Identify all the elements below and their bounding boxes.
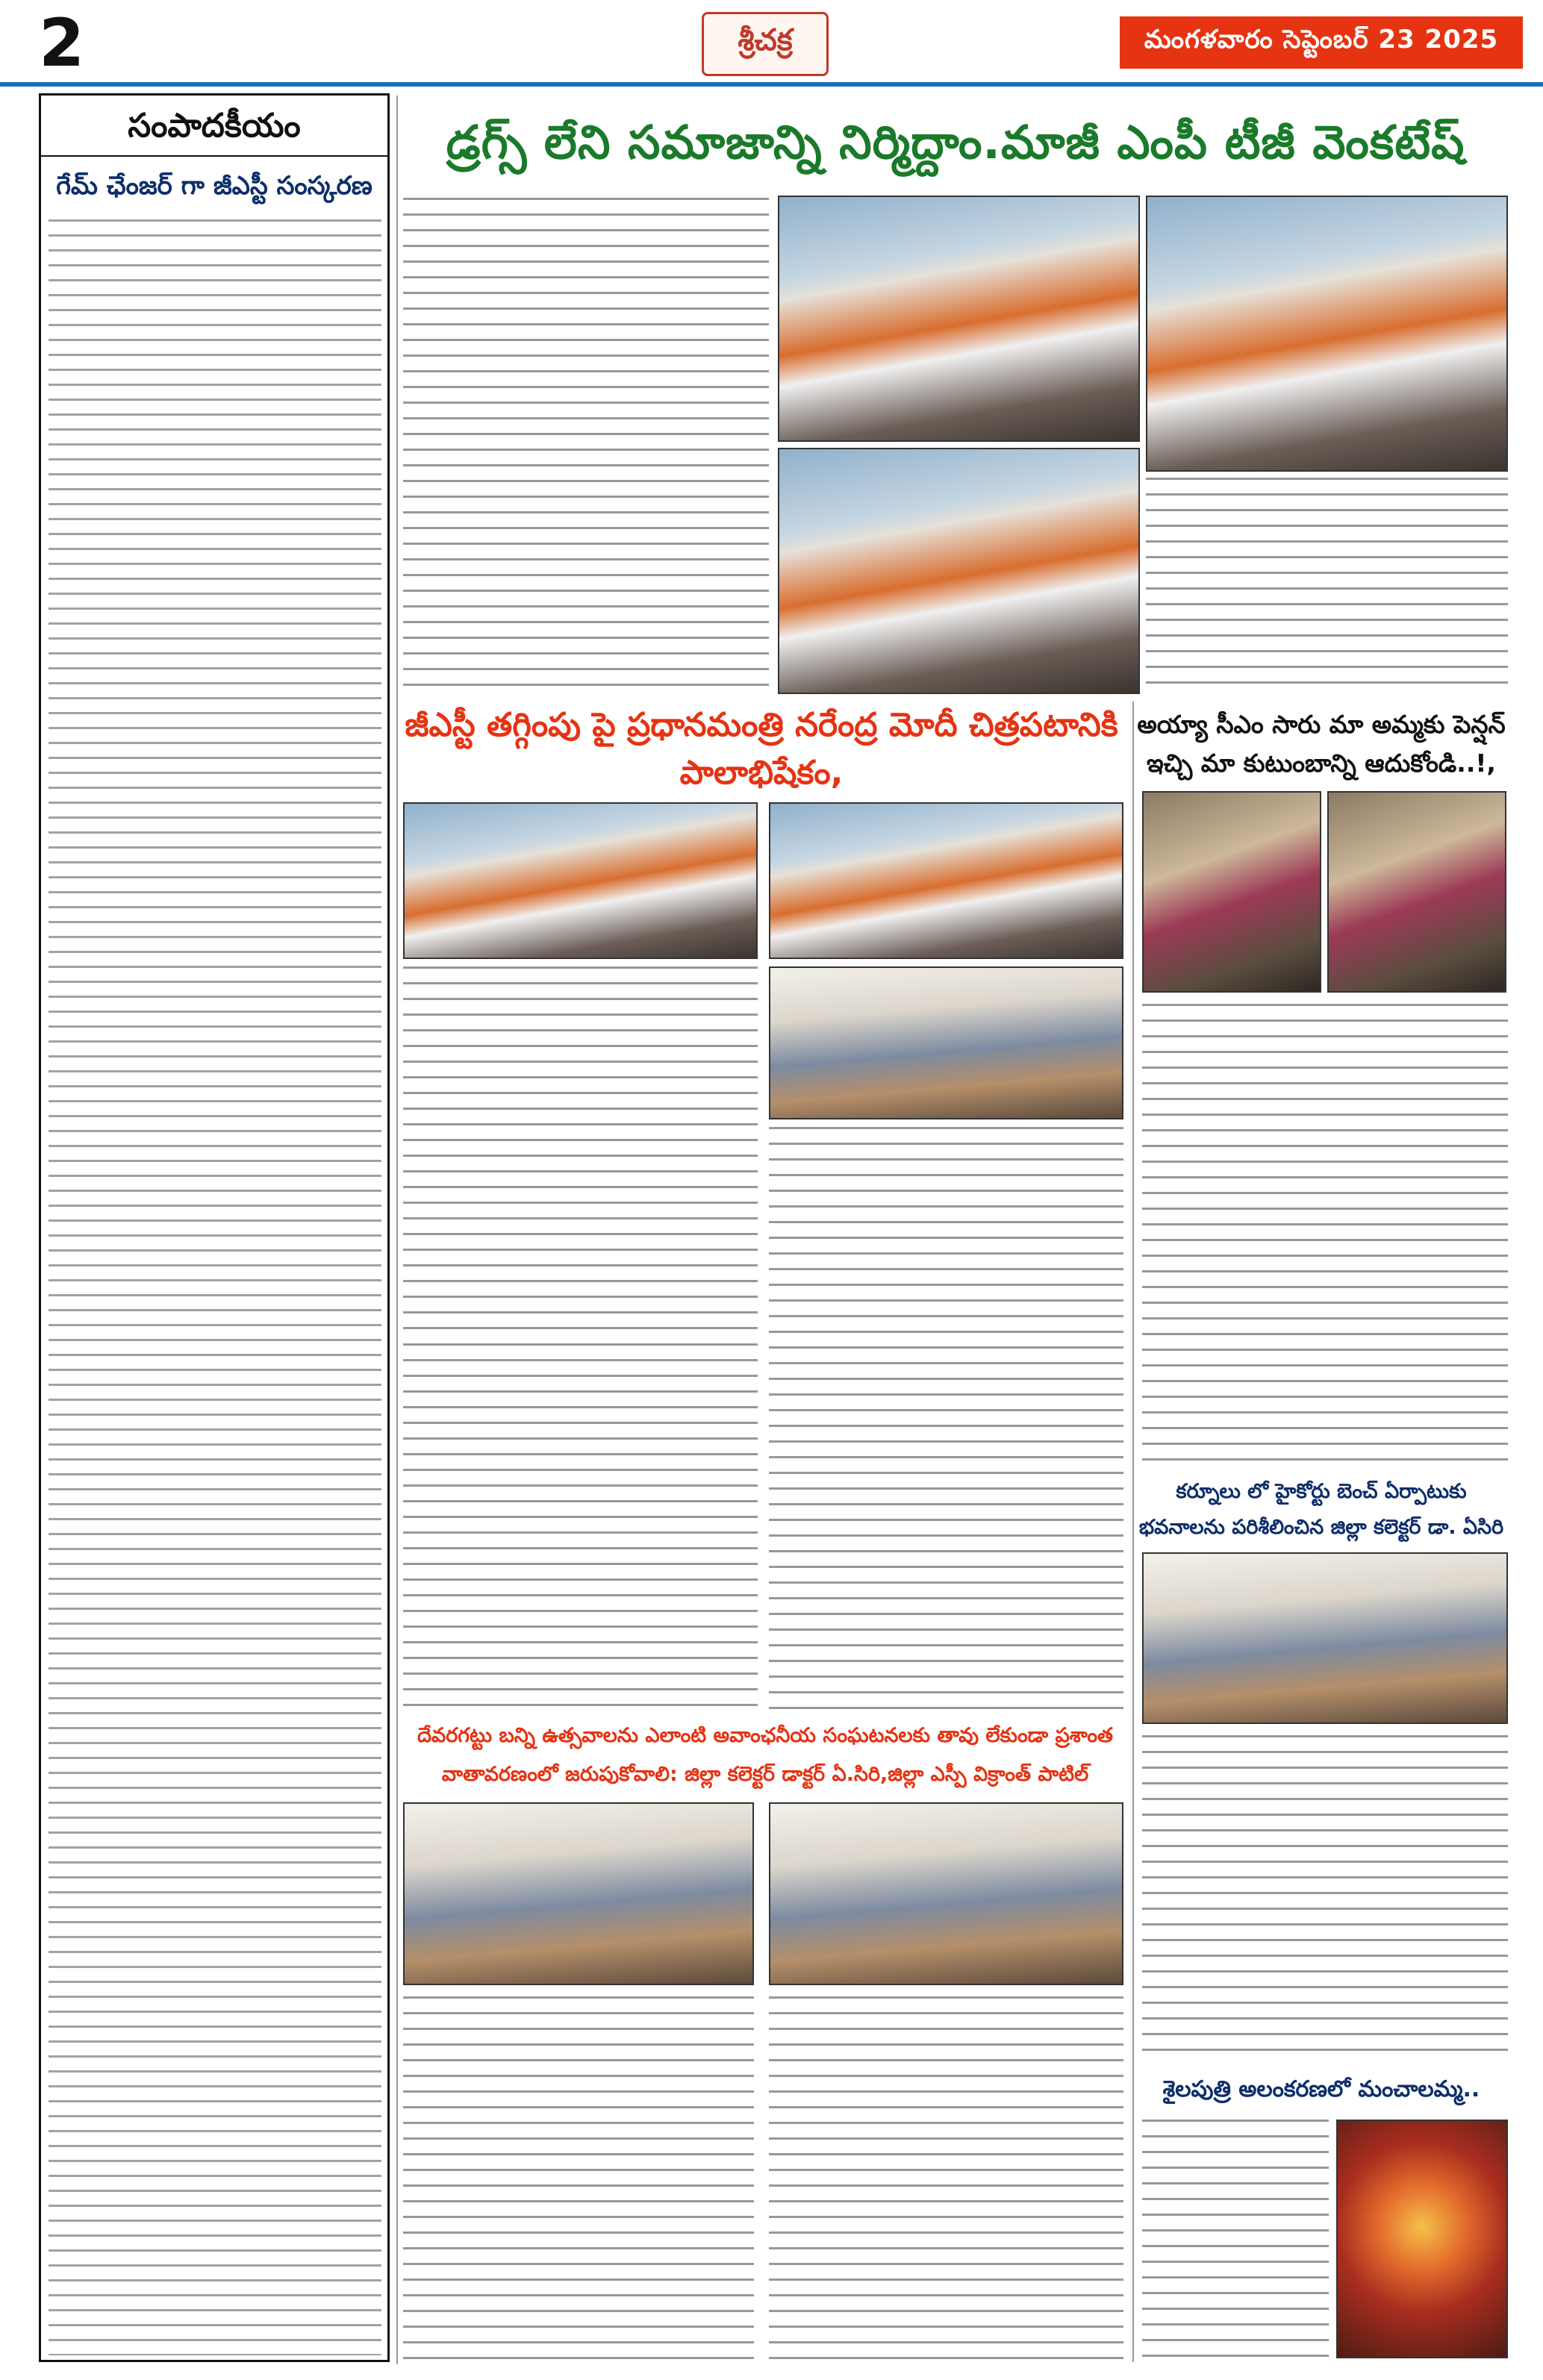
festival-story-body xyxy=(403,1996,754,2362)
issue-date: మంగళవారం సెప్టెంబర్ 23 2025 xyxy=(1120,16,1523,69)
high-court-story-body xyxy=(1142,1735,1508,2056)
rally-photo-crowd xyxy=(778,448,1140,694)
high-court-headline: కర్నూలు లో హైకోర్టు బెంచ్ ఏర్పాటుకు భవనాలను పరిశీలించిన జిల్లా కలెక్టర్ డా. ఏసిరి xyxy=(1138,1480,1504,1539)
gst-story-continued xyxy=(769,1127,1123,1709)
shailaputri-story-body xyxy=(1142,2120,1329,2358)
masthead-rule xyxy=(0,82,1543,87)
column-rule xyxy=(396,96,398,2364)
shailaputri-headline: శైలపుత్రి అలంకరణలో మంచాలమ్మ.. xyxy=(1162,2076,1480,2102)
gst-story-body-2 xyxy=(403,1343,758,1709)
rally-photo-speaker xyxy=(778,196,1140,442)
pension-photo-mother xyxy=(1327,791,1506,993)
pension-photo-boy xyxy=(1142,791,1321,993)
gst-photo-statue xyxy=(769,802,1123,959)
festival-photo-meeting xyxy=(769,1802,1123,1985)
editorial-headline: గేమ్ ఛేంజర్ గా జీఎస్టీ సంస్కరణ xyxy=(41,160,387,212)
editorial-section-title: సంపాదకీయం xyxy=(41,96,387,157)
pension-headline: అయ్యా సీఎం సారు మా అమ్మకు పెన్షన్ ఇచ్చి మా కుటుంబాన్ని ఆదుకోండి..!, xyxy=(1137,710,1506,778)
main-headline: డ్రగ్స్ లేని సమాజాన్ని నిర్మిద్దాం.మాజీ ఎంపీ టీజీ వెంకటేష్ xyxy=(446,115,1465,169)
goddess-photo xyxy=(1336,2120,1508,2358)
editorial-body xyxy=(49,219,381,2355)
gst-story-body xyxy=(403,966,758,1340)
high-court-photo xyxy=(1142,1552,1508,1724)
festival-photo-officials xyxy=(403,1802,754,1985)
editorial-column xyxy=(39,93,390,2362)
festival-story-continued xyxy=(769,1996,1123,2362)
main-story-body xyxy=(403,198,769,694)
gst-photo-group xyxy=(403,802,758,959)
newspaper-logo: శ్రీచక్ర xyxy=(702,12,829,76)
gst-headline: జీఎస్టీ తగ్గింపు పై ప్రధానమంత్రి నరేంద్ర మోదీ చిత్రపటానికి పాలాభిషేకం, xyxy=(405,706,1118,792)
masthead xyxy=(0,0,1543,90)
page-number: 2 xyxy=(39,4,85,81)
column-rule xyxy=(1132,702,1134,2362)
rally-photo-flag xyxy=(1146,196,1508,472)
main-story-continued xyxy=(1146,478,1508,694)
gst-photo-banner xyxy=(769,966,1123,1119)
pension-story-body xyxy=(1142,1004,1508,1467)
festival-headline: దేవరగట్టు బన్ని ఉత్సవాలను ఎలాంటి అవాంఛనీయ సంఘటనలకు తావు లేకుండా ప్రశాంత వాతావరణంలో జరుపుకోవాలి: జిల్లా కలెక్టర్ డాక్టర్ ఏ.సిరి,జిల్లా ఎస్పీ విక్రాంత్ పాటిల్ xyxy=(417,1724,1114,1786)
